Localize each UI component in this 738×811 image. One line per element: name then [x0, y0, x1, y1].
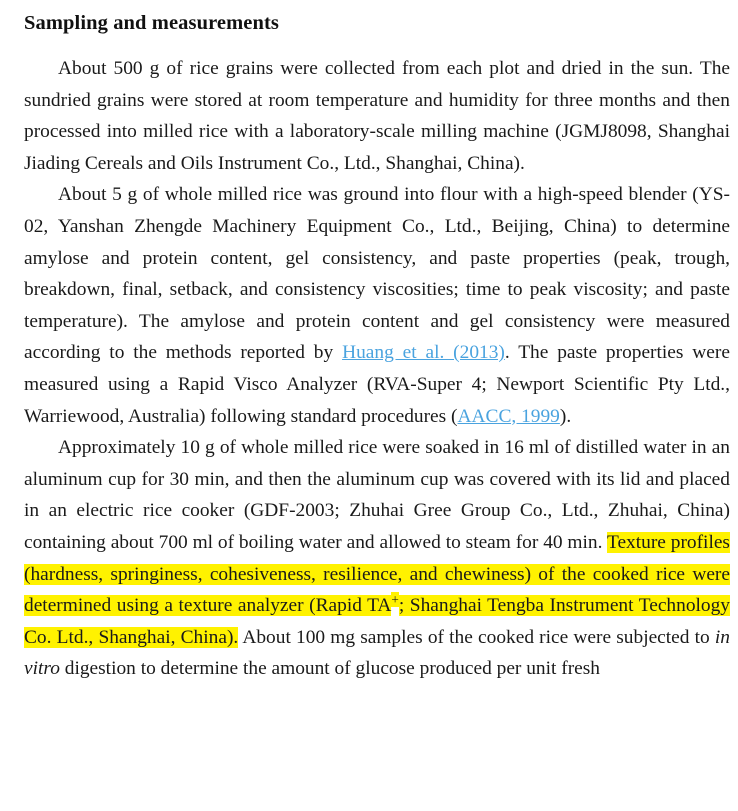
paragraph-text: Approximately 10 g of whole milled rice were soaked in 16 ml of distilled water in an aluminum cup for 30 min, and then the aluminum cup was covered with its lid and placed in an electric rice cooker (GDF-2003; Zhuhai Gree Group Co., Ltd., Zhuhai, China) containing about 700 ml of boiling water and allowed to steam for 40 min. [24, 437, 730, 553]
paragraph-text: . The paste properties were measured using a Rapid Visco Analyzer (RVA-Super 4; Newport Scientific Pty Ltd., Warriewood, Australia) following standard procedures ( [24, 342, 730, 427]
superscript-plus: + [391, 591, 399, 607]
paragraph-text: digestion to determine the amount of glucose produced per unit fresh [59, 658, 601, 680]
paragraph-text: ). [559, 405, 572, 427]
paragraph-text: About 100 mg samples of the cooked rice were subjected to [238, 626, 715, 648]
paragraph-flour-analysis [24, 179, 730, 432]
paragraph-cooking-texture [24, 432, 730, 685]
section-heading: Sampling and measurements [24, 12, 279, 34]
highlighted-text-manufacturer: ; Shanghai Tengba Instrument Technology Co. Ltd., Shanghai, China). [24, 595, 730, 648]
citation-link-huang-2013[interactable]: Huang et al. (2013) [342, 342, 505, 364]
italic-term-in-vitro: in vitro [24, 626, 730, 680]
citation-link-aacc-1999[interactable]: AACC, 1999 [457, 405, 560, 427]
paragraph-text: About 500 g of rice grains were collected from each plot and dried in the sun. The sundried grains were stored at room temperature and humidity for three months and then processed into milled rice with a laboratory-scale milling machine (JGMJ8098, Shanghai Jiading Cereals and Oils Instrument Co., Ltd., Shanghai, China). [24, 58, 730, 174]
paragraph-text: About 5 g of whole milled rice was ground into flour with a high-speed blender (YS-02, Yanshan Zhengde Machinery Equipment Co., Ltd., Beijing, China) to determine amylose and protein content, gel consistency, and paste properties (peak, trough, breakdown, final, setback, and consistency viscosities; time to peak viscosity; and paste temperature). The amylose and protein content and gel consistency were measured according to the methods reported by [24, 184, 730, 364]
paragraph-sampling-grains [24, 53, 730, 179]
highlighted-text-texture-profiles: Texture profiles (hardness, springiness, cohesiveness, resilience, and chewiness) of the cooked rice were determined using a texture analyzer (Rapid TA [24, 531, 730, 617]
